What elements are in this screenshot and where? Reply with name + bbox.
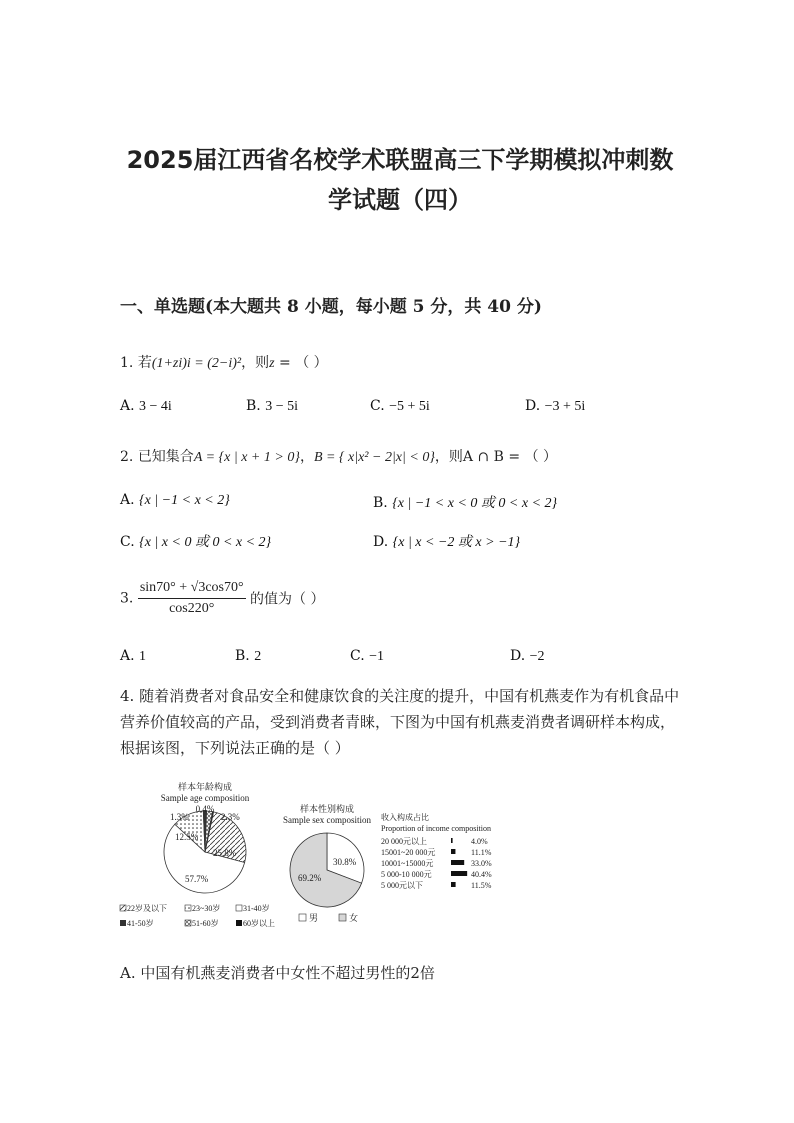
q2-sep: ， [299, 449, 314, 465]
sex-chart-title: 样本性别构成 [299, 804, 355, 814]
svg-text:男: 男 [309, 913, 319, 923]
income-value-label: 40.4% [471, 870, 492, 879]
q1-variable: z [269, 356, 275, 371]
age-label-57.7: 57.7% [185, 874, 209, 884]
title-line-1: 2025届江西省名校学术联盟高三下学期模拟冲刺数 [126, 146, 674, 174]
section-heading: 一、单选题(本大题共 8 小题，每小题 5 分，共 40 分) [120, 297, 542, 317]
income-bar [451, 871, 467, 876]
svg-text:31-40岁: 31-40岁 [243, 904, 270, 913]
income-category-label: 15001~20 000元 [381, 848, 436, 857]
svg-text:51-60岁: 51-60岁 [192, 919, 219, 928]
age-label-25.8: 25.8% [213, 848, 237, 858]
sex-legend [299, 912, 358, 923]
page-title [100, 140, 700, 220]
age-label-0.4: 0.4% [195, 804, 215, 814]
age-label-1.3: 1.3% [170, 812, 189, 822]
sex-pie [290, 833, 364, 907]
svg-text:23~30岁: 23~30岁 [192, 904, 221, 913]
income-bar [451, 860, 464, 865]
q2-number: 2. [120, 449, 134, 465]
sex-label-male: 30.8% [333, 857, 357, 867]
survey-figure [115, 770, 535, 940]
q3-option-c[interactable]: C. −1 [350, 648, 385, 664]
svg-text:60岁以上: 60岁以上 [243, 919, 275, 928]
q2-post: ，则A ∩ B = （ ） [434, 449, 558, 465]
income-chart-title: 收入构成占比 [381, 813, 429, 822]
q3-numerator: sin70° + √3cos70° [138, 580, 246, 599]
income-category-label: 5 000-10 000元 [381, 870, 432, 879]
income-category-label: 5 000元以下 [381, 881, 423, 890]
age-label-12.5: 12.5% [175, 832, 199, 842]
q1-number: 1. [120, 355, 134, 371]
age-label-2.3: 2.3% [221, 812, 240, 822]
question-3 [120, 580, 325, 617]
q3-option-b[interactable]: B. 2 [235, 648, 262, 664]
income-value-label: 11.5% [471, 881, 492, 890]
q2-option-c[interactable]: C. {x | x < 0 或 0 < x < 2} [120, 534, 272, 550]
income-value-label: 4.0% [471, 837, 488, 846]
income-category-label: 20 000元以上 [381, 837, 427, 846]
question-4-text: 4. 随着消费者对食品安全和健康饮食的关注度的提升，中国有机燕麦作为有机食品中营养价值较高的产品，受到消费者青睐，下图为中国有机燕麦消费者调研样本构成，根据该图，下列说法正确的是（ ） [120, 687, 680, 757]
sex-label-female: 69.2% [298, 873, 322, 883]
question-1 [120, 352, 328, 372]
age-chart-title: 样本年龄构成 [177, 782, 233, 792]
age-legend [120, 903, 275, 928]
sex-chart-subtitle: Sample sex composition [283, 815, 371, 825]
income-bar [451, 882, 456, 887]
q1-expression: (1+zi)i = (2−i)² [151, 356, 242, 371]
income-bars [381, 836, 492, 890]
q1-pre: 若 [137, 355, 152, 371]
income-category-label: 10001~15000元 [381, 859, 434, 868]
question-4-option-a[interactable]: A. 中国有机燕麦消费者中女性不超过男性的2倍 [120, 964, 435, 982]
q1-option-b[interactable]: B. 3 − 5i [246, 398, 298, 414]
q3-option-a[interactable]: A. 1 [120, 648, 147, 664]
q3-number: 3. [120, 590, 134, 607]
income-value-label: 11.1% [471, 848, 492, 857]
q2-option-b[interactable]: B. {x | −1 < x < 0 或 0 < x < 2} [373, 495, 558, 511]
q2-set-b: B = { x|x² − 2|x| < 0} [313, 450, 435, 465]
q3-option-d[interactable]: D. −2 [510, 648, 545, 664]
q2-option-a[interactable]: A. {x | −1 < x < 2} [120, 492, 230, 508]
q1-mid: ，则 [241, 355, 270, 371]
q1-option-c[interactable]: C. −5 + 5i [370, 398, 430, 414]
svg-text:41-50岁: 41-50岁 [127, 919, 154, 928]
income-value-label: 33.0% [471, 859, 492, 868]
income-chart-subtitle: Proportion of income composition [381, 824, 491, 833]
q2-set-a: A = {x | x + 1 > 0} [193, 450, 300, 465]
age-chart-subtitle: Sample age composition [160, 793, 250, 803]
q3-denominator: cos220° [169, 601, 215, 616]
q3-post: 的值为（ ） [250, 591, 325, 608]
q1-post: = （ ） [274, 355, 328, 371]
svg-text:女: 女 [349, 913, 359, 923]
svg-text:22岁及以下: 22岁及以下 [127, 904, 167, 913]
q2-option-d[interactable]: D. {x | x < −2 或 x > −1} [373, 534, 521, 550]
question-2 [120, 446, 557, 466]
income-bar [451, 849, 455, 854]
q2-pre: 已知集合 [137, 449, 194, 465]
title-line-2: 学试题（四） [328, 186, 472, 214]
q1-option-a[interactable]: A. 3 − 4i [120, 398, 172, 414]
q1-option-d[interactable]: D. −3 + 5i [525, 398, 586, 414]
income-bar [451, 838, 453, 843]
q3-fraction [138, 580, 246, 617]
